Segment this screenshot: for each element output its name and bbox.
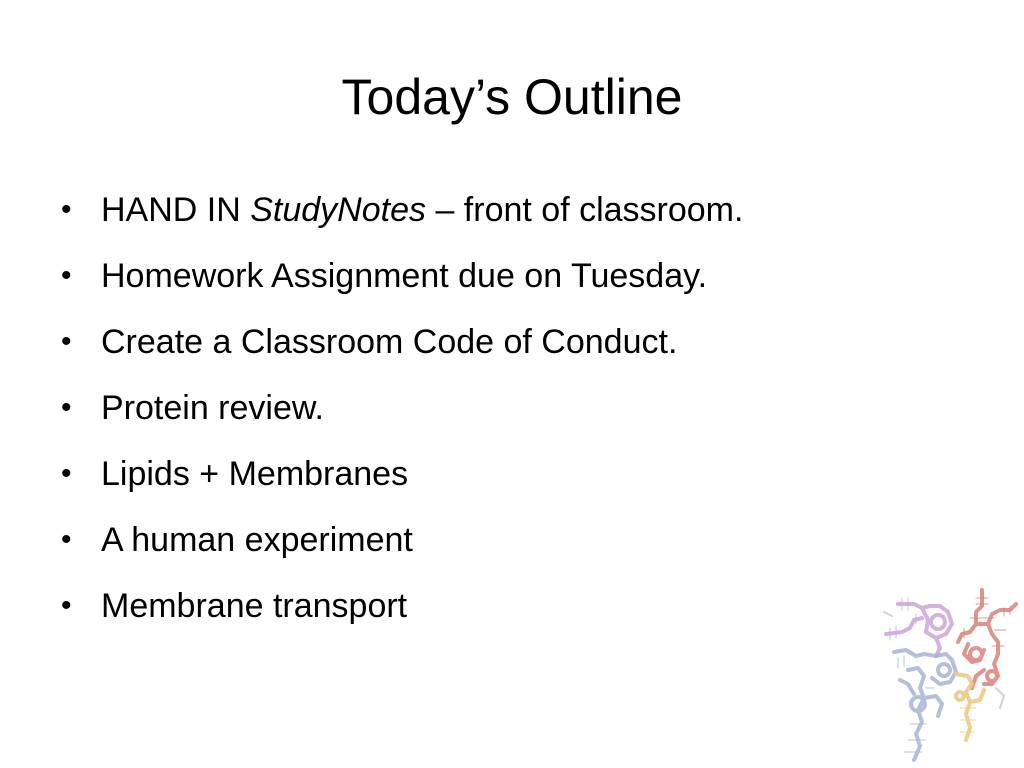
bullet-text-suffix: – front of classroom. <box>426 191 744 229</box>
bullet-item <box>60 518 880 562</box>
bullet-text: A human experiment <box>101 521 413 559</box>
bullet-icon: • <box>61 325 72 358</box>
slide-title: Today’s Outline <box>341 69 683 125</box>
bullet-icon: • <box>61 259 72 292</box>
bullet-item <box>60 188 880 232</box>
bullet-icon: • <box>61 391 72 424</box>
bullet-icon: • <box>61 193 72 226</box>
bullet-text: Create a Classroom Code of Conduct. <box>101 323 678 361</box>
bullet-text: Homework Assignment due on Tuesday. <box>101 257 708 295</box>
bullet-item <box>60 452 880 496</box>
bullet-text-prefix: HAND IN <box>101 191 251 229</box>
bullet-item <box>60 254 880 298</box>
bullet-icon: • <box>61 523 72 556</box>
bullet-text-emphasis: StudyNotes <box>250 191 426 229</box>
bullet-item <box>60 584 880 628</box>
bullet-icon: • <box>61 589 72 622</box>
bullet-text: Membrane transport <box>101 587 408 625</box>
rna-secondary-structure-icon <box>880 584 1024 768</box>
bullet-text: Protein review. <box>101 389 324 427</box>
bullet-list <box>60 188 880 650</box>
bullet-item <box>60 320 880 364</box>
bullet-text: Lipids + Membranes <box>101 455 409 493</box>
bullet-item <box>60 386 880 430</box>
bullet-icon: • <box>61 457 72 490</box>
